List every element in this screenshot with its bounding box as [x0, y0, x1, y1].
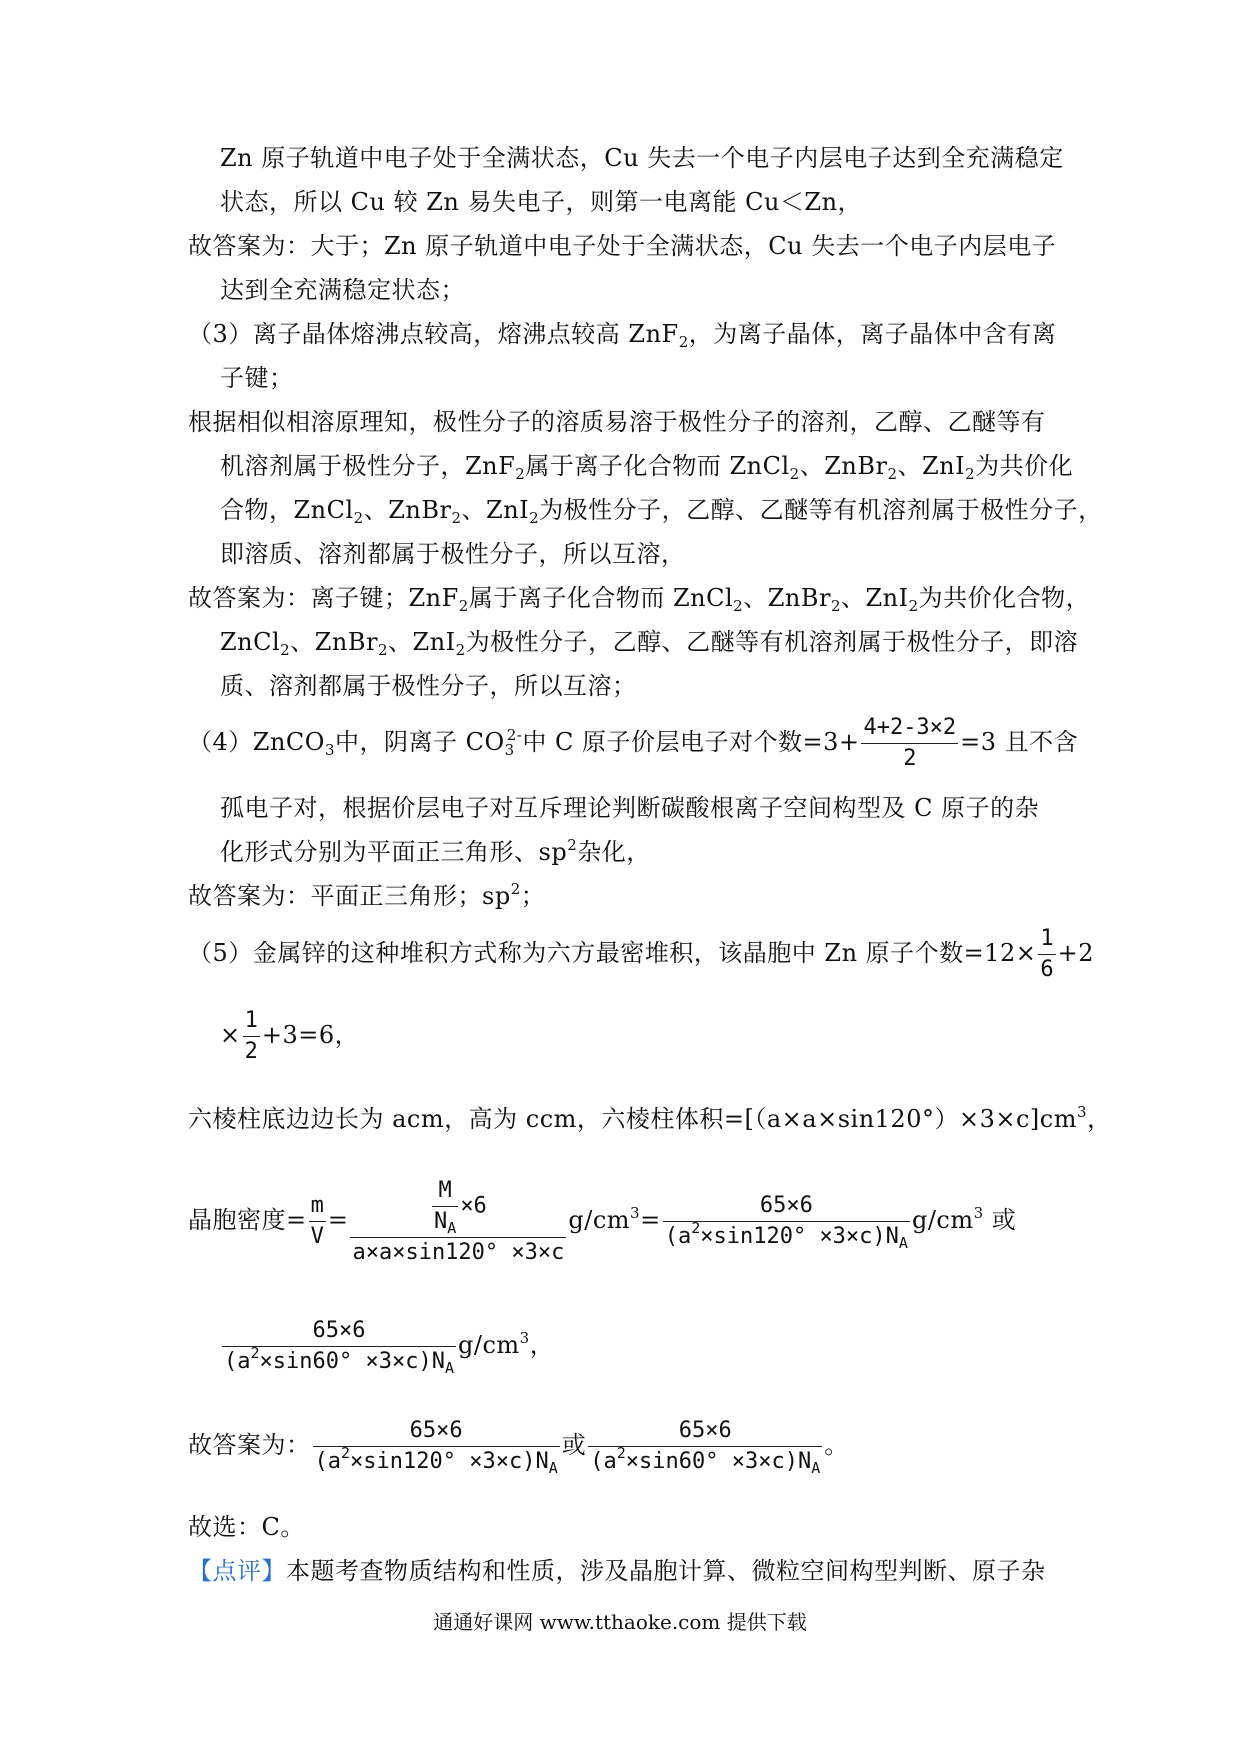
fraction-numerator: 1 — [1038, 924, 1055, 955]
text-line — [220, 495, 1103, 525]
fraction-denominator: 6 — [1040, 957, 1054, 982]
comment-tag: 【点评】 — [188, 1557, 286, 1585]
subscript: 2 — [377, 641, 389, 659]
text-segment: 、ZnBr — [799, 452, 888, 480]
fraction — [1038, 924, 1055, 985]
text-segment: g/cm — [568, 1206, 631, 1234]
text-segment: ，为离子晶体，离子晶体中含有离 — [688, 320, 1057, 348]
text-segment: 属于离子化合物而 ZnCl — [525, 452, 790, 480]
fraction-denominator: $(a^2\times\sin 60^\circ \times 3\times c)N_A$ — [590, 1444, 821, 1477]
text-segment: 为共价化合物， — [918, 584, 1091, 612]
superscript: 2 — [510, 880, 521, 898]
compound-fraction — [350, 1176, 566, 1268]
text-segment: （5）金属锌的这种堆积方式称为六方最密堆积，该晶胞中 Zn 原子个数=12× — [188, 939, 1037, 967]
text-segment: 、ZnBr — [290, 628, 378, 656]
text-line: Zn 原子轨道中电子处于全满状态，Cu 失去一个电子内层电子达到全充满稳定 — [220, 144, 1064, 172]
fraction — [861, 713, 958, 774]
subscript: 3 — [504, 741, 515, 759]
text-segment: 为极性分子，乙醇、乙醚等有机溶剂属于极性分子，即溶 — [465, 628, 1079, 656]
page-footer: 通通好课网 www.tthaoke.com 提供下载 — [433, 1610, 807, 1634]
text-segment: 属于离子化合物而 ZnCl — [468, 584, 734, 612]
subscript: 2 — [353, 509, 364, 527]
text-segment: +3=6， — [261, 1021, 360, 1049]
text-segment: 化形式分别为平面正三角形、sp — [220, 838, 568, 866]
text-line: 即溶质、溶剂都属于极性分子，所以互溶， — [220, 540, 686, 568]
text-segment: × — [220, 1021, 241, 1049]
text-segment: 或 — [983, 1206, 1017, 1234]
text-segment: 故答案为： — [188, 1431, 311, 1459]
subscript: 2 — [678, 333, 689, 351]
text-line — [220, 627, 1078, 657]
fraction — [243, 1006, 260, 1067]
subscript: 2 — [830, 597, 841, 615]
text-segment: 故答案为：平面正三角形；sp — [188, 882, 511, 910]
density-formula-line — [188, 1160, 1016, 1280]
text-segment: 或 — [561, 1431, 587, 1459]
fraction — [222, 1316, 456, 1377]
superscript: 3 — [1076, 1103, 1088, 1121]
fraction-denominator: a×a×sin120° ×3×c — [352, 1239, 565, 1265]
subscript: 2 — [529, 509, 540, 527]
text-segment: = — [640, 1206, 661, 1234]
text-line: 故答案为：大于；Zn 原子轨道中电子处于全满状态，Cu 失去一个电子内层电子 — [188, 232, 1057, 260]
text-segment: =3 且不含 — [960, 728, 1079, 756]
text-line: 状态，所以 Cu 较 Zn 易失电子，则第一电离能 Cu＜Zn， — [220, 188, 863, 216]
text-segment: 、ZnI — [897, 452, 966, 480]
comment-line — [188, 1556, 1046, 1586]
text-segment: 中，阴离子 CO — [335, 728, 505, 756]
fraction-denominator: $N_A$ — [434, 1208, 457, 1237]
text-segment: 为极性分子，乙醇、乙醚等有机溶剂属于极性分子， — [539, 496, 1103, 524]
fraction-numerator: 4+2-3×2 — [861, 713, 958, 744]
superscript: 3 — [519, 1329, 530, 1347]
formula-line — [188, 712, 1078, 774]
formula-line — [220, 1310, 554, 1380]
text-segment: 、ZnBr — [363, 496, 452, 524]
fraction-denominator: $(a^2\times\sin 60^\circ \times 3\times c)N_A$ — [224, 1344, 454, 1377]
text-segment: g/cm — [458, 1331, 520, 1359]
text-line — [188, 583, 1090, 613]
subscript: 2 — [280, 641, 291, 659]
text-line — [220, 451, 1073, 481]
fraction-numerator: 65×6 — [313, 1416, 560, 1447]
text-line: 故选：C。 — [188, 1513, 305, 1541]
fraction-numerator: 65×6 — [663, 1191, 910, 1222]
text-segment: 杂化， — [577, 838, 651, 866]
text-segment: 中 C 原子价层电子对个数=3+ — [522, 728, 860, 756]
text-segment: 故答案为：离子键；ZnF — [188, 584, 459, 612]
subscript: 2 — [458, 597, 469, 615]
text-segment: +2 — [1057, 939, 1095, 967]
formula-line — [188, 922, 1094, 985]
subscript: 2 — [451, 509, 462, 527]
superscript: 2 — [567, 836, 578, 854]
fraction-numerator: M — [432, 1176, 458, 1207]
text-segment: 、ZnI — [841, 584, 909, 612]
fraction-denominator: $(a^2\times\sin 120^\circ \times 3\times c)N_A$ — [314, 1444, 558, 1477]
subscript: 2 — [733, 597, 744, 615]
text-segment: g/cm — [911, 1206, 974, 1234]
fraction-numerator: 1 — [243, 1006, 260, 1037]
text-segment: 、ZnI — [461, 496, 530, 524]
subscript: 2 — [908, 597, 919, 615]
fraction-denominator: 2 — [903, 746, 917, 771]
subscript: 2 — [455, 641, 466, 659]
text-segment: ； — [520, 882, 546, 910]
fraction-numerator: m — [309, 1191, 326, 1222]
subscript: 2 — [515, 465, 526, 483]
text-segment: 晶胞密度= — [188, 1206, 307, 1234]
subscript: 2 — [887, 465, 898, 483]
fraction — [588, 1416, 822, 1477]
answer-line — [188, 1410, 849, 1480]
fraction — [309, 1191, 326, 1252]
text-line: 六棱柱底边边长为 acm，高为 ccm，六棱柱体积$=[(a\times a\times\sin 120^\circ)\times 3\times c]cm^3$， — [188, 1103, 1112, 1133]
fraction — [663, 1191, 910, 1252]
text-line: 根据相似相溶原理知，极性分子的溶质易溶于极性分子的溶剂，乙醇、乙醚等有 — [188, 408, 1046, 436]
superscript: 2- — [506, 726, 523, 744]
text-segment: （3）离子晶体熔沸点较高，熔沸点较高 ZnF — [188, 320, 679, 348]
superscript: 3 — [973, 1204, 984, 1222]
fraction-denominator: $(a^2\times\sin 120^\circ \times 3\times c)N_A$ — [664, 1219, 908, 1252]
text-line — [220, 837, 651, 867]
text-line — [188, 881, 545, 911]
text-line: 子键； — [220, 364, 294, 392]
text-segment: = — [327, 1206, 349, 1234]
subscript: 3 — [324, 741, 335, 759]
text-segment: 机溶剂属于极性分子，ZnF — [220, 452, 516, 480]
text-segment: 、ZnBr — [743, 584, 831, 612]
text-segment: ×6 — [460, 1193, 487, 1218]
text-segment: 合物，ZnCl — [220, 496, 354, 524]
text-line — [188, 319, 1056, 349]
fraction-numerator: 65×6 — [222, 1316, 456, 1347]
fraction — [313, 1416, 560, 1477]
formula-line — [220, 1004, 359, 1067]
fraction-denominator: 2 — [244, 1039, 258, 1064]
superscript: 3 — [630, 1204, 641, 1222]
fraction-numerator: 65×6 — [588, 1416, 822, 1447]
text-line: 孤电子对，根据价层电子对互斥理论判断碳酸根离子空间构型及 C 原子的杂 — [220, 794, 1040, 822]
fraction-denominator: V — [310, 1224, 324, 1249]
text-segment: （4）ZnCO — [188, 728, 325, 756]
text-segment: 六棱柱底边边长为 acm，高为 ccm，六棱柱体积=[（a×a×sin120°）×3×c]cm — [188, 1105, 1077, 1133]
text-line: 达到全充满稳定状态； — [220, 276, 465, 304]
text-segment: 。 — [824, 1431, 849, 1459]
text-segment: ZnCl — [220, 628, 281, 656]
fraction-numerator — [350, 1176, 566, 1238]
text-segment: ， — [529, 1331, 555, 1359]
text-line: 质、溶剂都属于极性分子，所以互溶； — [220, 672, 637, 700]
inner-fraction — [432, 1176, 458, 1237]
text-segment: 为共价化 — [975, 452, 1074, 480]
text-segment: 、ZnI — [388, 628, 456, 656]
subscript: 2 — [789, 465, 800, 483]
subscript: 2 — [965, 465, 976, 483]
text-segment: 本题考查物质结构和性质，涉及晶胞计算、微粒空间构型判断、原子杂 — [286, 1557, 1046, 1585]
